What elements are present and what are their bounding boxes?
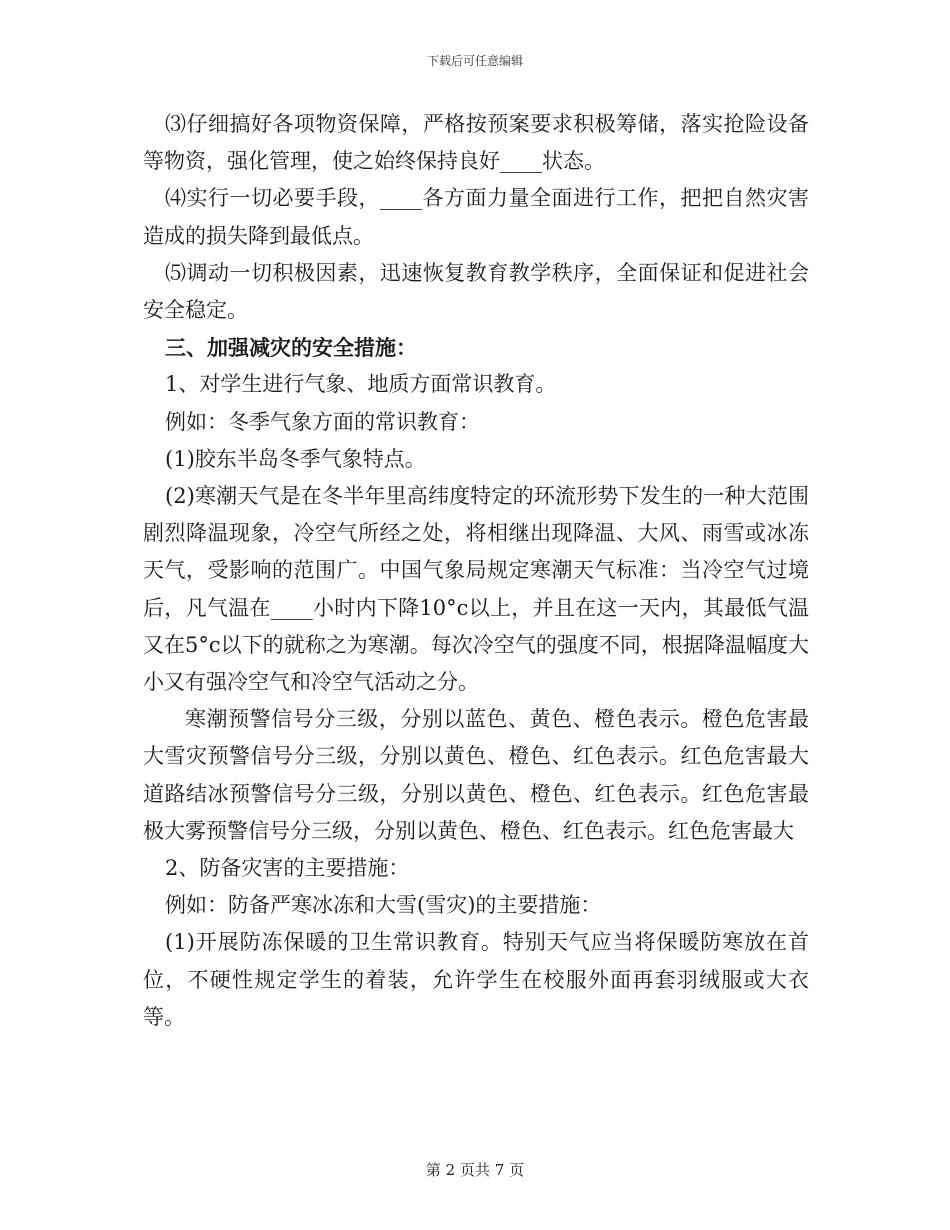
page-header: 下载后可任意编辑 (426, 54, 523, 68)
paragraph-weather-education: 1、对学生进行气象、地质方面常识教育。 (165, 372, 557, 397)
paragraph-snow-example: 例如：防备严寒冰冻和大雪(雪灾)的主要措施： (165, 893, 602, 918)
page-footer: 第 2 页共 7 页 (425, 1161, 525, 1179)
paragraph-necessary-means: ⑷实行一切必要手段，____各方面力量全面进行工作，把把自然灾害造成的损失降到最低点。 (143, 186, 809, 248)
paragraph-warning-signals: 寒潮预警信号分三级，分别以蓝色、黄色、橙色表示。橙色危害最大雪灾预警信号分三级，分别以黄色、橙色、红色表示。红色危害最大道路结冰预警信号分三级，分别以黄色、橙色、红色表示。红色危害最极大雾预警信号分三级，分别以黄色、橙色、红色表示。红色危害最大 (143, 707, 809, 843)
paragraph-warmth-education: (1)开展防冻保暖的卫生常识教育。特别天气应当将保暖防寒放在首位，不硬性规定学生的着装，允许学生在校服外面再套羽绒服或大衣等。 (143, 930, 809, 1029)
paragraph-peninsula-weather: (1)胶东半岛冬季气象特点。 (165, 446, 426, 471)
document-body (143, 106, 809, 1036)
section-heading-safety-measures: 三、加强减灾的安全措施： (165, 335, 418, 361)
paragraph-prevention-measures: 2、防备灾害的主要措施： (165, 856, 410, 881)
paragraph-winter-example: 例如：冬季气象方面的常识教育： (165, 409, 481, 434)
paragraph-restore-order: ⑸调动一切积极因素，迅速恢复教育教学秩序，全面保证和促进社会安全稳定。 (143, 260, 809, 323)
paragraph-cold-wave: (2)寒潮天气是在冬半年里高纬度特定的环流形势下发生的一种大范围剧烈降温现象，冷空气所经之处，将相继出现降温、大风、雨雪或冰冻天气，受影响的范围广。中国气象局规定寒潮天气标准：当冷空气过境后，凡气温在____小时内下降10°c以上，并且在这一天内，其最低气温又在5°c以下的就称之为寒潮。每次冷空气的强度不同，根据降温幅度大小又有强冷空气和冷空气活动之分。 (143, 484, 809, 695)
paragraph-materials-guarantee: ⑶仔细搞好各项物资保障，严格按预案要求积极筹储，落实抢险设备等物资，强化管理，使之始终保持良好____状态。 (143, 112, 809, 174)
